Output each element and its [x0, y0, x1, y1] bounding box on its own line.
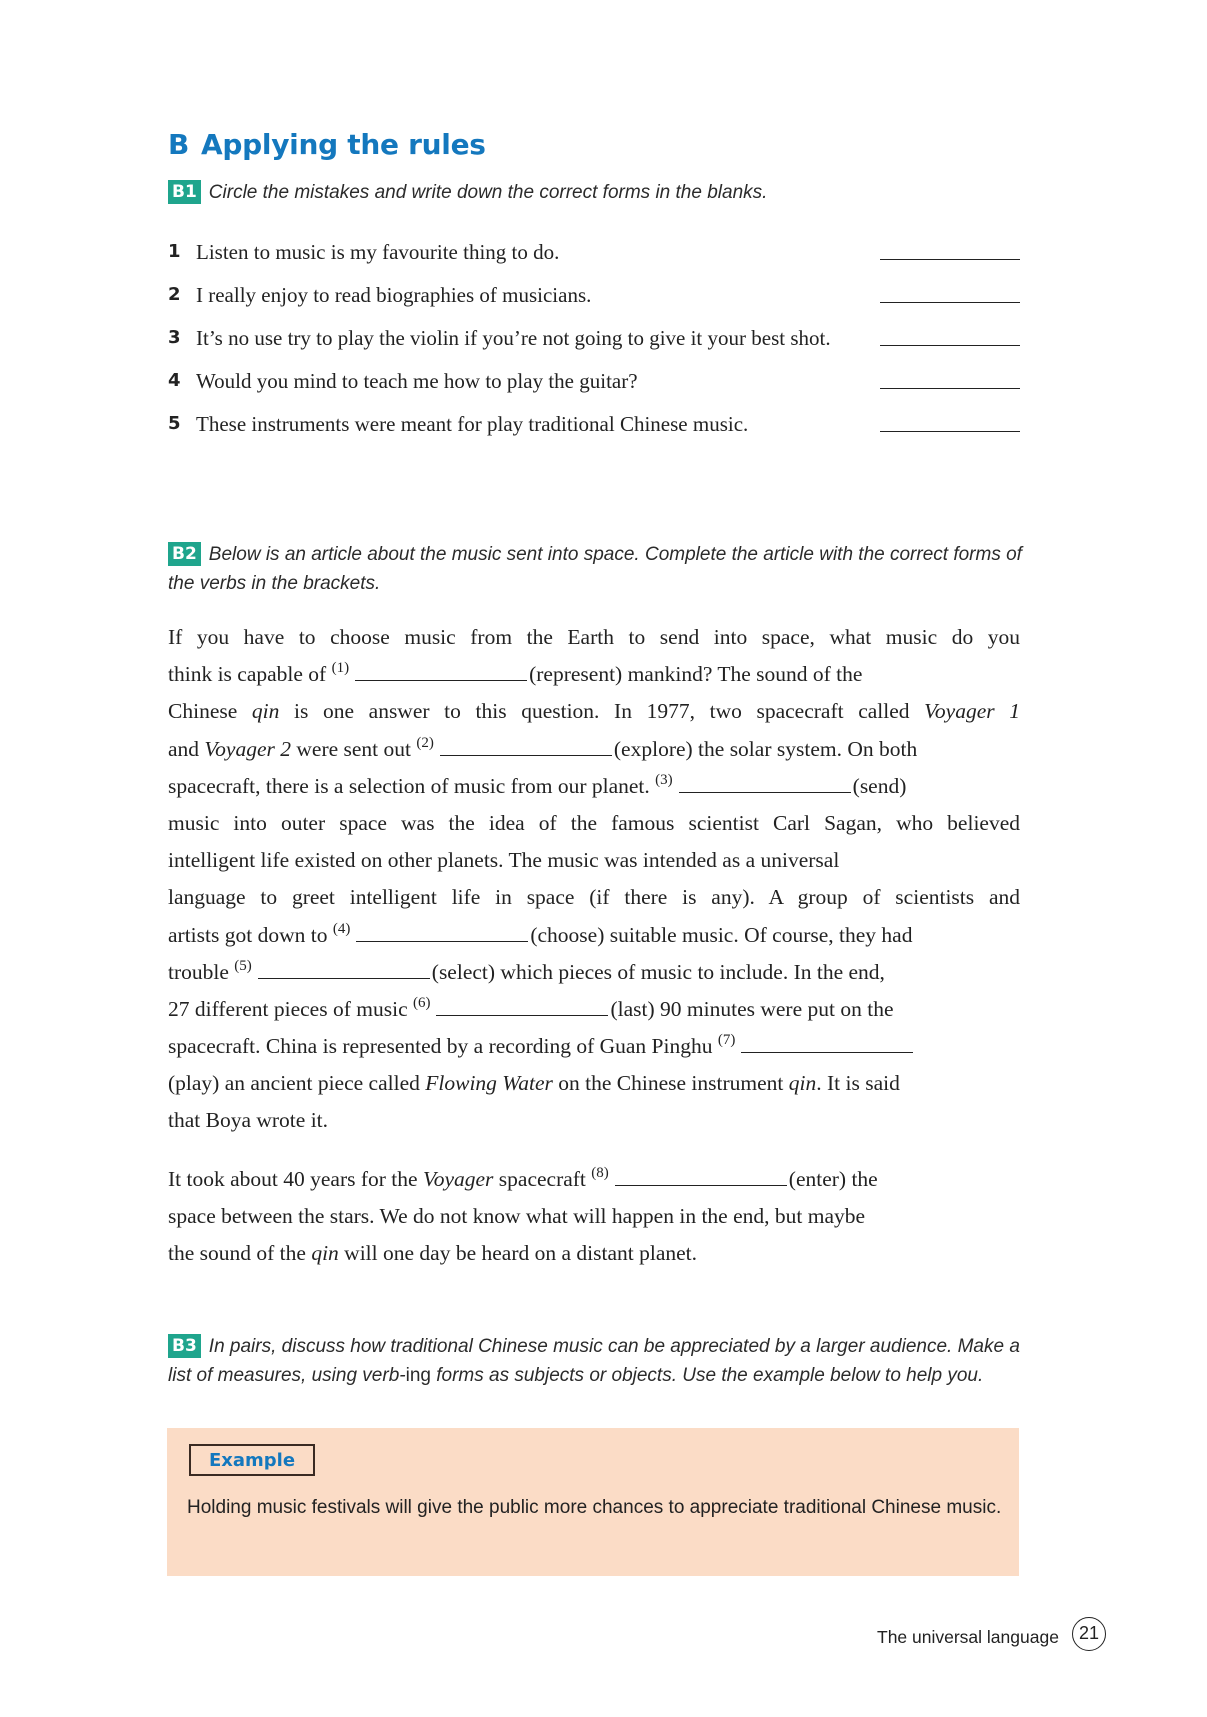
answer-blank[interactable] [880, 302, 1020, 303]
text: trouble [168, 959, 229, 984]
text: that Boya wrote it. [168, 1108, 329, 1133]
text: were sent out [296, 736, 412, 761]
answer-blank-1[interactable] [355, 679, 527, 681]
article-line [168, 805, 1020, 842]
text: spacecraft, there is a selection of music from our planet. [168, 773, 650, 798]
article-line [168, 768, 1020, 805]
article-line [168, 954, 1020, 991]
example-text: Holding music festivals will give the public more chances to appreciate traditional Chinese music. [187, 1497, 1002, 1518]
page-number: 21 [1072, 1617, 1106, 1651]
italic-term: Voyager 1 [924, 699, 1020, 724]
text: artists got down to [168, 922, 328, 947]
text: will one day be heard on a distant planet. [344, 1241, 698, 1266]
b2-instruction [168, 540, 1023, 598]
text: (explore) the solar system. On both [613, 736, 918, 761]
answer-blank-2[interactable] [440, 754, 612, 756]
b2-badge: B2 [168, 542, 201, 566]
b1-instruction [168, 178, 1028, 207]
example-box [167, 1428, 1019, 1576]
text: spacecraft [498, 1167, 586, 1191]
text: on the Chinese instrument [558, 1071, 784, 1096]
italic-term: qin [788, 1071, 817, 1096]
article-line [168, 1198, 1020, 1235]
article-line [168, 1161, 1020, 1198]
answer-blank[interactable] [880, 388, 1020, 389]
italic-term: qin [311, 1241, 339, 1266]
item-number: 5 [168, 413, 181, 434]
text: the sound of the [168, 1241, 306, 1266]
section-letter: B [168, 128, 190, 161]
article-line [168, 1028, 1020, 1065]
b1-item [168, 322, 836, 354]
article-line [168, 693, 1020, 730]
italic-term: qin [251, 699, 280, 724]
answer-blank-5[interactable] [258, 977, 430, 979]
answer-blank-3[interactable] [679, 791, 851, 793]
blank-number: (6) [412, 994, 431, 1011]
text: language to greet intelligent life in space (if there is any). A group of scientists and [168, 885, 1020, 910]
item-text: Listen to music is my favourite thing to do. [196, 240, 560, 264]
blank-number: (5) [234, 957, 252, 974]
b3-instruction-text-a: In pairs, discuss how traditional Chinese music can be appreciated by a larger audience. Make a list of measures, using verb- [168, 1336, 1020, 1386]
answer-blank[interactable] [880, 431, 1020, 432]
b1-item [168, 279, 896, 311]
item-text: These instruments were meant for play traditional Chinese music. [196, 412, 749, 436]
b1-list [168, 236, 1023, 451]
answer-blank[interactable] [880, 345, 1020, 346]
text: If you have to choose music from the Earth to send into space, what music do you [168, 625, 1020, 649]
blank-number: (1) [331, 660, 350, 677]
item-text: It’s no use try to play the violin if you’re not going to give it your best shot. [196, 326, 831, 350]
article-line [168, 842, 1020, 879]
text: (represent) mankind? The sound of the [529, 662, 863, 687]
blank-number: (2) [416, 734, 434, 751]
text: intelligent life existed on other planets. The music was intended as a universal [168, 848, 840, 873]
item-number: 3 [168, 327, 181, 348]
article-line [168, 731, 1020, 768]
example-label: Example [189, 1444, 315, 1476]
b1-item [168, 236, 896, 268]
answer-blank-7[interactable] [741, 1051, 913, 1053]
text: (last) 90 minutes were put on the [610, 996, 894, 1021]
article-line [168, 1235, 1020, 1272]
text: Chinese [168, 699, 238, 724]
item-text: I really enjoy to read biographies of musicians. [196, 283, 592, 307]
article-paragraph-2 [168, 1161, 1020, 1273]
b3-badge: B3 [168, 1334, 201, 1358]
italic-term: Voyager 2 [204, 736, 291, 761]
text: 27 different pieces of music [168, 996, 408, 1021]
b3-instruction [168, 1333, 1038, 1390]
b3-instruction-text-b: forms as subjects or objects. Use the example below to help you. [430, 1364, 984, 1386]
text: (send) [852, 773, 907, 798]
text: spacecraft. China is represented by a recording of Guan Pinghu [168, 1034, 713, 1059]
b1-item [168, 408, 896, 440]
b3-instruction-ing: ing [405, 1364, 431, 1386]
answer-blank-4[interactable] [356, 940, 528, 942]
italic-term: Flowing Water [425, 1071, 553, 1096]
article-line [168, 1102, 1020, 1139]
article-line [168, 879, 1020, 916]
section-title: Applying the rules [201, 128, 486, 161]
article-line [168, 917, 1020, 954]
text: (play) an ancient piece called [168, 1071, 420, 1096]
text: (choose) suitable music. Of course, they had [530, 922, 913, 947]
item-number: 4 [168, 370, 181, 391]
b2-instruction-text: Below is an article about the music sent into space. Complete the article with the correct forms of the verbs in the brackets. [168, 544, 1022, 594]
article-line [168, 656, 1020, 693]
text: is one answer to this question. In 1977, two spacecraft called [294, 699, 910, 724]
b1-item [168, 365, 896, 397]
answer-blank-8[interactable] [615, 1184, 787, 1186]
item-text: Would you mind to teach me how to play the guitar? [196, 369, 638, 393]
article-line [168, 991, 1020, 1028]
text: space between the stars. We do not know what will happen in the end, but maybe [168, 1204, 866, 1229]
blank-number: (3) [655, 771, 673, 788]
text: music into outer space was the idea of the famous scientist Carl Sagan, who believed [168, 810, 1020, 835]
item-number: 2 [168, 284, 181, 305]
blank-number: (8) [591, 1165, 609, 1181]
footer-unit-title: The universal language [877, 1627, 1059, 1647]
article-line [168, 619, 1020, 656]
text: (enter) the [788, 1167, 878, 1191]
answer-blank[interactable] [880, 259, 1020, 260]
text: think is capable of [168, 662, 327, 687]
blank-number: (7) [717, 1032, 736, 1049]
article-line [168, 1065, 1020, 1102]
b1-instruction-text: Circle the mistakes and write down the correct forms in the blanks. [208, 182, 768, 203]
text: (select) which pieces of music to include. In the end, [431, 959, 885, 984]
answer-blank-6[interactable] [436, 1014, 608, 1016]
item-number: 1 [168, 241, 181, 262]
italic-term: Voyager [422, 1167, 494, 1191]
section-heading [168, 128, 486, 161]
text: and [168, 736, 200, 761]
blank-number: (4) [332, 920, 351, 937]
text: . It is said [816, 1071, 900, 1096]
article-paragraph-1 [168, 619, 1020, 1140]
text: It took about 40 years for the [168, 1167, 418, 1191]
b1-badge: B1 [168, 180, 201, 204]
